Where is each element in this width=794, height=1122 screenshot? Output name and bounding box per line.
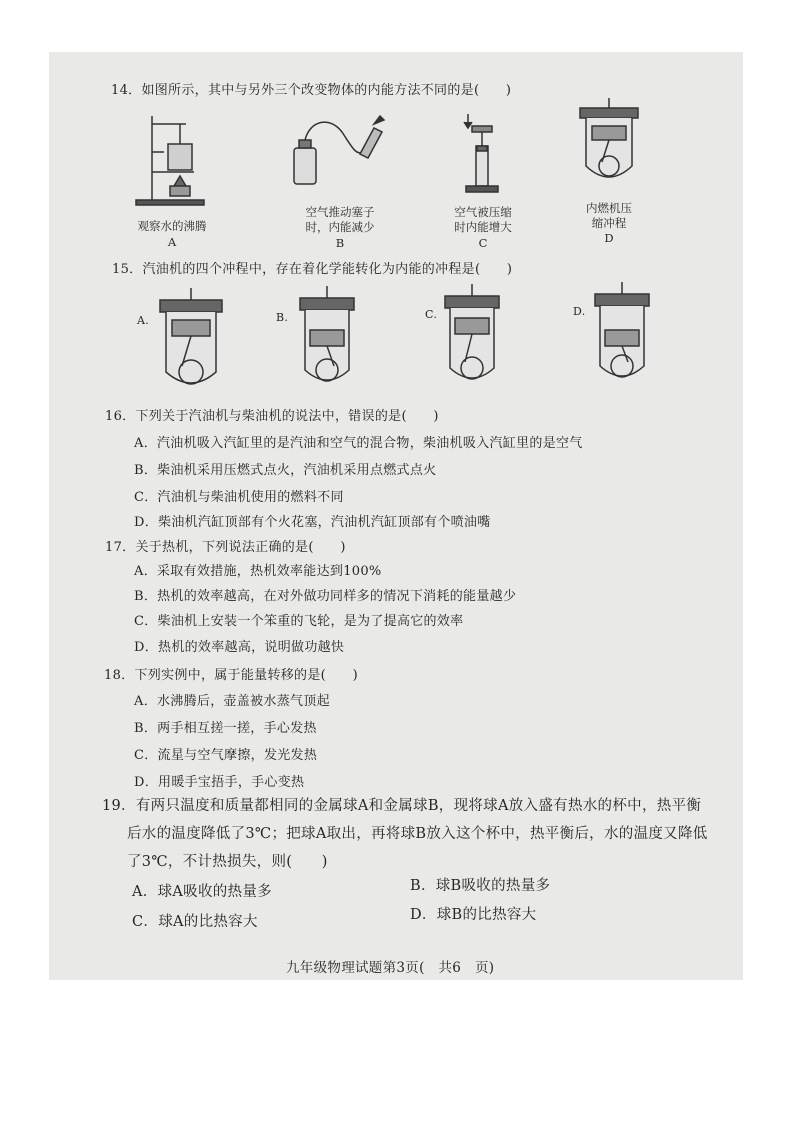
air-compression-cylinder-figure [458,112,508,197]
q19-option-c: C．球A的比热容大 [132,914,258,930]
q19-option-b: B．球B吸收的热量多 [410,878,551,894]
fig-d-caption-2: 缩冲程 [591,216,627,230]
q18-option-d: D．用暖手宝捂手，手心变热 [134,775,305,790]
q17-option-d: D．热机的效率越高，说明做功越快 [134,640,345,655]
q15-stem: 15．汽油机的四个冲程中，存在着化学能转化为内能的冲程是( ) [112,262,513,277]
q17-option-b: B．热机的效率越高，在对外做功同样多的情况下消耗的能量越少 [134,589,517,604]
q17-option-a: A．采取有效措施，热机效率能达到100% [134,564,382,579]
q19-line-1: 19．有两只温度和质量都相同的金属球A和金属球B，现将球A放入盛有热水的杯中，热平衡 [102,798,702,814]
q18-option-b: B．两手相互搓一搓，手心发热 [134,721,317,736]
page-footer: 九年级物理试题第3页( 共6 页) [286,960,495,976]
engine-stroke-c-figure [441,282,503,392]
q18-option-a: A．水沸腾后，壶盖被水蒸气顶起 [134,694,330,709]
fig-a-letter: A [167,235,177,249]
q19-option-a: A．球A吸收的热量多 [132,884,272,900]
q16-option-b: B．柴油机采用压燃式点火，汽油机采用点燃式点火 [134,463,437,478]
q17-option-c: C．柴油机上安装一个笨重的飞轮，是为了提高它的效率 [134,614,464,629]
q16-option-c: C．汽油机与柴油机使用的燃料不同 [134,490,344,505]
q18-stem: 18．下列实例中，属于能量转移的是( ) [104,668,358,683]
fig-b-letter: B [335,236,345,250]
q16-stem: 16．下列关于汽油机与柴油机的说法中，错误的是( ) [105,409,439,424]
fig-a-caption: 观察水的沸腾 [137,219,207,233]
boiling-water-apparatus-figure [130,112,210,212]
fig-b-caption-1: 空气推动塞子 [305,205,375,219]
fig-c-letter: C [478,236,488,250]
fig-c-caption-2: 时内能增大 [454,220,512,234]
engine-stroke-d-figure [592,280,652,390]
q15-option-b-label: B. [276,311,289,324]
q16-option-a: A．汽油机吸入汽缸里的是汽油和空气的混合物，柴油机吸入汽缸里的是空气 [134,436,583,451]
fig-d-caption-1: 内燃机压 [586,201,632,215]
fig-d-letter: D [604,231,614,245]
q15-option-a-label: A. [137,314,150,327]
q18-option-c: C．流星与空气摩擦，发光发热 [134,748,318,763]
fig-b-caption-2: 时，内能减少 [305,220,375,234]
fig-c-caption-1: 空气被压缩 [454,205,512,219]
q17-stem: 17．关于热机，下列说法正确的是( ) [105,540,346,555]
q16-option-d: D．柴油机汽缸顶部有个火花塞，汽油机汽缸顶部有个喷油嘴 [134,515,491,530]
engine-stroke-b-figure [296,284,358,394]
q14-stem: 14．如图所示，其中与另外三个改变物体的内能方法不同的是( ) [111,83,512,98]
air-pushes-stopper-figure [290,112,390,192]
q19-line-3: 了3℃，不计热损失，则( ) [127,854,328,870]
q15-option-c-label: C. [425,308,438,321]
engine-stroke-a-figure [156,286,226,396]
engine-compression-stroke-figure [578,96,640,188]
q19-option-d: D．球B的比热容大 [410,907,537,923]
q15-option-d-label: D. [573,305,586,318]
q19-line-2: 后水的温度降低了3℃；把球A取出，再将球B放入这个杯中，热平衡后，水的温度又降低 [127,826,708,842]
